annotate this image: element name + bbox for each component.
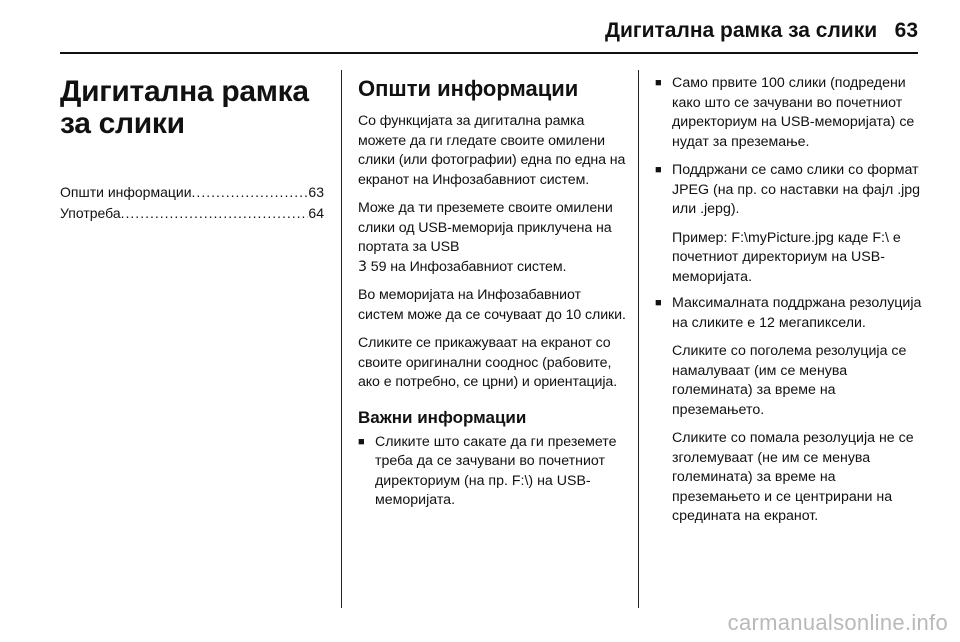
resolution-note: Сликите со помала резолуција не се зголемуваат (не им се менува големината) за време на преземањето и се центрирани на средината на екранот.	[672, 430, 914, 524]
bullet-list	[655, 294, 923, 333]
column-divider-left	[341, 70, 342, 608]
list-item-text: Поддржани се само слики со формат JPEG (на пр. со наставки на фајл .jpg или .jepg).	[672, 162, 921, 217]
paragraph-text: Може да ти преземете своите омилени слики од USB-меморија приклучена на портата за USB	[358, 200, 613, 255]
page-reference-arrow-icon[interactable]: 3	[358, 258, 367, 275]
list-item-text: Максималната поддржана резолуција на сликите е 12 мегапиксели.	[672, 295, 922, 331]
bullet-icon: ■	[358, 435, 365, 448]
bullet-icon: ■	[655, 297, 662, 309]
paragraph-with-reference	[358, 199, 626, 277]
example-note: Пример: F:\myPicture.jpg каде F:\ е почетниот директориум на USB-меморијата.	[672, 229, 901, 285]
page-header	[60, 10, 918, 54]
subsection-title: Важни информации	[358, 407, 527, 427]
chapter-title: Дигитална рамка за слики	[60, 75, 309, 140]
left-column	[60, 76, 324, 224]
bullet-icon: ■	[655, 164, 662, 176]
toc-entry-general-info[interactable]	[60, 182, 324, 203]
resolution-note: Сликите со поголема резолуција се намалуваат (им се менува големината) за време на преземањето.	[672, 343, 907, 418]
list-item-text: Само првите 100 слики (подредени како што се зачувани во почетниот директориум на USB-меморијата) се нудат за преземање.	[672, 75, 915, 150]
paragraph: Со функцијата за дигитална рамка можете да ги гледате своите омилени слики (или фотографии) една по една на екранот на Инфозабавниот систем.	[358, 113, 626, 188]
bullet-list	[358, 433, 626, 511]
toc-entry-usage[interactable]	[60, 203, 324, 224]
toc-leader	[121, 203, 309, 224]
bullet-icon: ■	[655, 77, 662, 89]
middle-column	[358, 76, 626, 520]
bullet-list	[655, 74, 923, 220]
toc-entry-page: 64	[308, 205, 324, 221]
watermark: carmanualsonline.info	[727, 610, 948, 635]
page-reference-text: 59 на Инфозабавниот систем.	[366, 258, 567, 275]
list-item	[655, 294, 923, 333]
running-title: Дигитална рамка за слики	[605, 19, 878, 42]
list-item	[655, 161, 923, 220]
section-title: Општи информации	[358, 76, 579, 101]
toc-entry-label: Употреба	[60, 205, 121, 221]
paragraph: Во меморијата на Инфозабавниот систем може да се сочуваат до 10 слики.	[358, 287, 626, 323]
list-item	[358, 433, 626, 511]
right-column	[655, 76, 923, 536]
toc-entry-page: 63	[308, 184, 324, 200]
list-item-text: Сликите што сакате да ги преземете треба да се зачувани во почетниот директориум (на пр. F:\) на USB-меморијата.	[375, 433, 617, 508]
page-number: 63	[894, 19, 918, 42]
column-divider-right	[638, 70, 639, 608]
toc-leader	[192, 182, 309, 203]
list-item	[655, 74, 923, 152]
paragraph: Сликите се прикажуваат на екранот со своите оригинални сооднос (рабовите, ако е потребно, се црни) и ориентација.	[358, 335, 618, 390]
toc-entry-label: Општи информации	[60, 184, 192, 200]
